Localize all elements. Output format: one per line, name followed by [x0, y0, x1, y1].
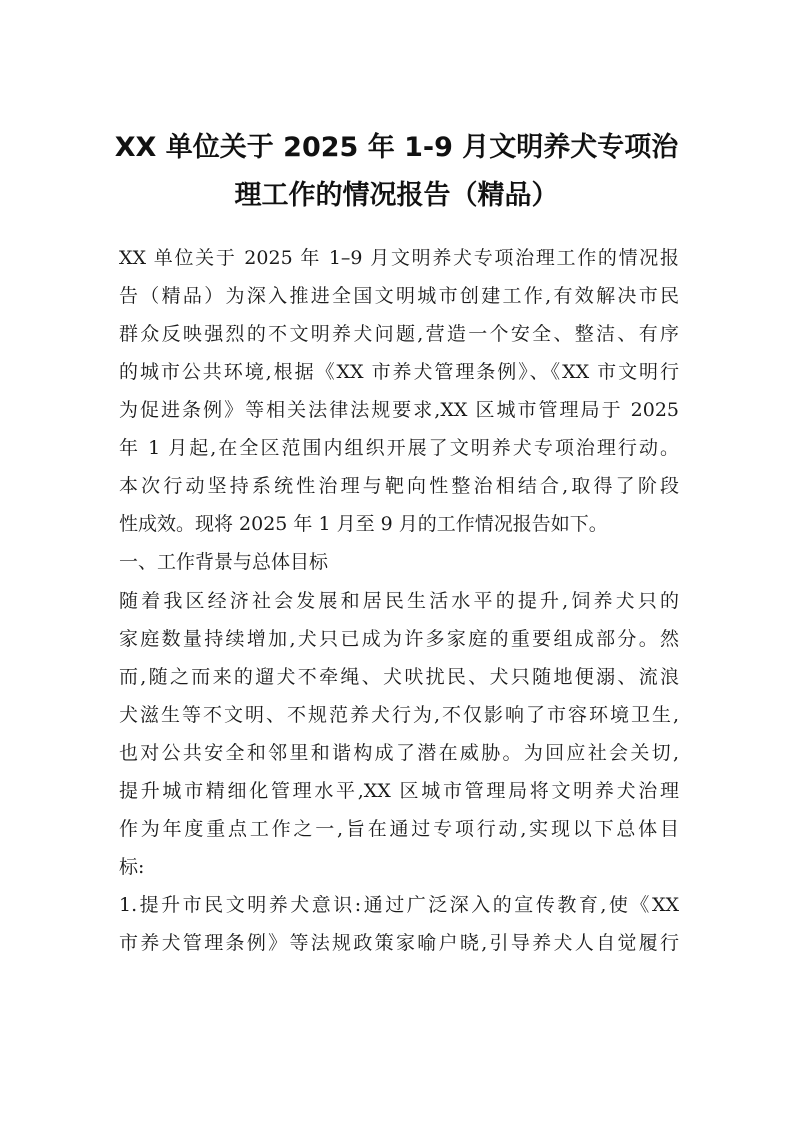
- body-line: 家庭数量持续增加,犬只已成为许多家庭的重要组成部分。然: [119, 628, 679, 650]
- body-line: 也对公共安全和邻里和谐构成了潜在威胁。为回应社会关切,: [119, 742, 679, 764]
- body-line: 性成效。现将 2025 年 1 月至 9 月的工作情况报告如下。: [119, 513, 608, 535]
- body-line: 犬滋生等不文明、不规范养犬行为,不仅影响了市容环境卫生,: [119, 704, 679, 726]
- body-line: 本次行动坚持系统性治理与靶向性整治相结合,取得了阶段: [119, 475, 679, 497]
- body-line: XX 单位关于 2025 年 1–9 月文明养犬专项治理工作的情况报: [119, 247, 679, 269]
- section-heading: 一、工作背景与总体目标: [119, 551, 329, 573]
- body-line: 1.提升市民文明养犬意识:通过广泛深入的宣传教育,使《XX: [119, 894, 679, 916]
- body-line: 的城市公共环境,根据《XX 市养犬管理条例》、《XX 市文明行: [119, 361, 679, 383]
- body-line: 年 1 月起,在全区范围内组织开展了文明养犬专项治理行动。: [119, 437, 679, 459]
- document-title: [100, 124, 693, 220]
- body-line: 告（精品）为深入推进全国文明城市创建工作,有效解决市民: [119, 285, 679, 307]
- title-line-1: XX 单位关于 2025 年 1-9 月文明养犬专项治: [114, 132, 679, 163]
- body-line: 提升城市精细化管理水平,XX 区城市管理局将文明养犬治理: [119, 780, 679, 802]
- body-line: 标:: [119, 856, 145, 878]
- body-line: 群众反映强烈的不文明养犬问题,营造一个安全、整洁、有序: [119, 323, 679, 345]
- body-line: 为促进条例》等相关法律法规要求,XX 区城市管理局于 2025: [119, 399, 679, 421]
- title-line-2: 理工作的情况报告（精品）: [234, 180, 559, 211]
- body-line: 市养犬管理条例》等法规政策家喻户晓,引导养犬人自觉履行: [119, 932, 679, 954]
- body-line: 而,随之而来的遛犬不牵绳、犬吠扰民、犬只随地便溺、流浪: [119, 666, 679, 688]
- body-line: 作为年度重点工作之一,旨在通过专项行动,实现以下总体目: [119, 818, 679, 840]
- body-line: 随着我区经济社会发展和居民生活水平的提升,饲养犬只的: [119, 590, 679, 612]
